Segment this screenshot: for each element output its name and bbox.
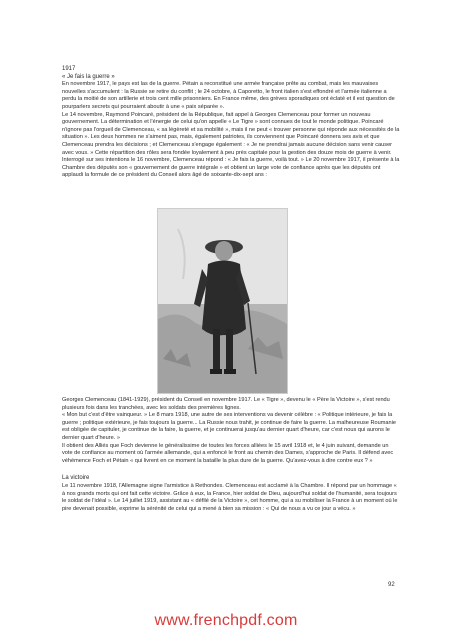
paragraph: Le 14 novembre, Raymond Poincaré, président de la République, fait appel à Georges Clemenceau pour former un nouveau gouvernement. La détermination et l'énergie de celui qu'on appelle « Le Tigre » sont connues de tout le monde politique. Poincaré n'ignore pas l'orgueil de Clemenceau, « sa légèreté et sa mobilité », mais il ne peut « trouver personne qui réponde aux nécessités de la situation ». Les deux hommes ne s'aiment pas, mais, également patriotes, ils conviennent que Poincaré donnera ses avis et que Clemenceau prendra les décisions ; et Clemenceau s'engage également : « Je ne prendrai jamais aucune décision sans venir causer avec vous. » Cette répartition des rôles sera fondée loyalement à peu près capitale pour la gestion des douze mois de guerre à venir. [62,111,400,156]
paragraph: Il obtient des Alliés que Foch devienne le généralissime de toutes les forces alliées le 15 avril 1918 et, le 4 juin suivant, demande un vote de confiance au moment où l'armée allemande, qui a enfoncé le front au chemin des Dames, s'approche de Paris. Il défend avec véhémence Foch et Pétain « qui livrent en ce moment la bataille la plus dure de la guerre. Qu'avez-vous à dire contre eux ? » [62,442,394,464]
page-number: 92 [388,582,395,588]
photo-illustration [158,209,287,393]
watermark-link[interactable]: www.frenchpdf.com [154,612,298,629]
photo-caption: Georges Clemenceau (1841-1929), président du Conseil en novembre 1917. Le « Tigre », devenu le « Père la Victoire », s'est rendu plusieurs fois dans les tranchées, avec les soldats des premières lignes. [62,397,390,411]
paragraph: « Mon but c'est d'être vainqueur. » Le 8 mars 1918, une autre de ses interventions va devenir célèbre : « Politique intérieure, je fais la guerre ; politique extérieure, je fais toujours la guerre... La Russie nous trahit, je continue de faire la guerre. La malheureuse Roumanie est obligée de capituler, je continue de la faire, la guerre, et je continuerai jusqu'au dernier quart d'heure, car c'est nous qui aurons le dernier quart d'heure. » [62,412,396,441]
clemenceau-photo [157,208,288,394]
caption-and-continuation [62,397,400,513]
section-heading: La victoire [62,475,90,482]
paragraph: Interrogé sur ses intentions le 16 novembre, Clemenceau répond : « Je fais la guerre, voilà tout. » Le 20 novembre 1917, il présente à la Chambre des députés son « gouvernement de guerre intégrale » et obtient un large vote de confiance après que les députés ont applaudi la formule de ce président du Conseil alors âgé de soixante-dix-sept ans : [62,157,400,179]
top-text [62,66,400,180]
year-heading: 1917 [62,66,76,72]
paragraph: Le 11 novembre 1918, l'Allemagne signe l'armistice à Rethondes. Clemenceau est acclamé à la Chambre. Il répond par un hommage « à nos grands morts qui ont fait cette victoire. Grâce à eux, la France, hier soldat de Dieu, aujourd'hui soldat de l'humanité, sera toujours le soldat de l'idéal ». Le 14 juillet 1919, assistant au « défilé de la Victoire », cet homme, qui a su mobiliser la France à un moment où le pire devenait possible, exprime la sérénité de celui qui a mené à bien sa mission : « Qui de nous a vu ce jour a vécu. » [62,482,398,512]
section-gap [62,465,400,475]
quote-heading: « Je fais la guerre » [62,73,115,80]
paragraph: En novembre 1917, le pays est las de la guerre. Pétain a reconstitué une armée française prête au combat, mais les mauvaises nouvelles s'accumulent : la Russie se retire du conflit ; le 24 octobre, à Caporetto, le front italien s'est effondré et l'armée italienne a perdu la moitié de son artillerie et trois cent mille prisonniers. En France même, des grèves sporadiques ont éclaté et il est question de pourparlers secrets qui pourraient aboutir à une « paix séparée ». [62,81,395,110]
